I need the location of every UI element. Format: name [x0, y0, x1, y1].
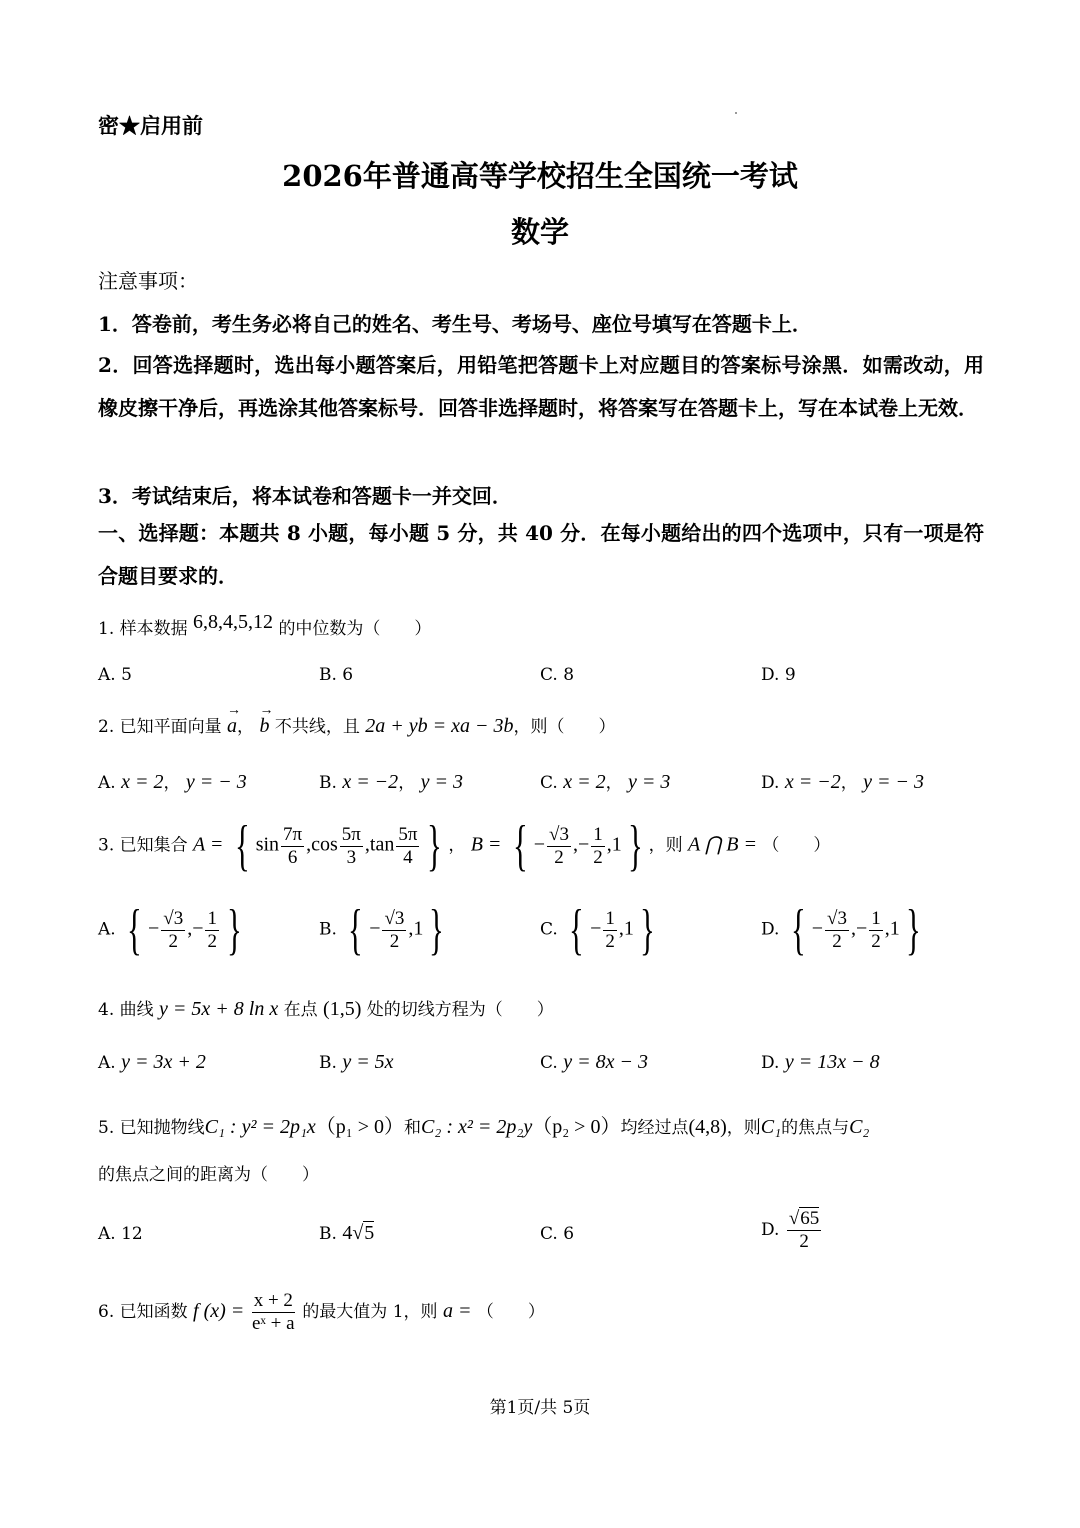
q3-tan-frac — [396, 824, 419, 869]
q2-b-x: x = −2 — [342, 771, 399, 793]
q5-point: (4,8) — [688, 1116, 727, 1138]
q2-mid: 不共线，且 — [274, 717, 360, 737]
q3-sin-den: 6 — [287, 846, 298, 868]
q3-c-label: C. — [540, 919, 558, 940]
q3-cos: ,cos — [306, 833, 338, 856]
q5-prefix: 5. 已知抛物线 — [98, 1118, 205, 1138]
q2-b-label: B. — [319, 773, 337, 793]
q3-b-comma-minus: ,− — [572, 833, 590, 856]
q3-b-frac2 — [591, 824, 605, 869]
q3-tan-den: 4 — [403, 846, 413, 868]
q1-prefix: 1. 样本数据 — [98, 619, 188, 639]
q1-option-c: C. 8 — [540, 665, 575, 685]
question-5 — [98, 1110, 869, 1139]
q2-d-x: x = −2 — [784, 771, 841, 793]
q4-mid: 在点 — [283, 1000, 318, 1020]
q3-prefix: 3. 已知集合 — [98, 835, 188, 856]
q5-d-denominator: 2 — [799, 1230, 809, 1252]
q5-c1-cond: （p₁ > 0） — [315, 1116, 405, 1138]
q2-equation: 2a + yb = xa − 3b — [365, 715, 514, 737]
q3-od-one: 1 — [871, 907, 881, 929]
q2-b-comma: ， — [398, 773, 416, 793]
q2-c-comma: ， — [605, 773, 623, 793]
q2-d-label: D. — [761, 773, 780, 793]
q3-b-one: 1 — [593, 823, 603, 845]
q3-cos-den: 3 — [346, 846, 357, 868]
q4-option-c — [540, 1051, 648, 1074]
q5-focus-with: 的焦点与 — [781, 1118, 850, 1138]
left-brace: { — [569, 899, 585, 961]
q3-oc-frac — [603, 908, 617, 953]
q2-sep: ， — [237, 717, 255, 737]
note-item-2: 2．回答选择题时，选出每小题答案后，用铅笔把答题卡上对应题目的答案标号涂黑．如需改动，用橡皮擦干净后，再选涂其他答案标号．回答非选择题时，将答案写在答题卡上，写在本试卷上无效． — [98, 353, 984, 420]
q3-a-two: 2 — [168, 930, 178, 952]
q4-option-b — [319, 1051, 394, 1074]
q5-option-d — [761, 1208, 823, 1253]
q3-od-two2: 2 — [871, 930, 881, 952]
q4-a-eq: y = 3x + 2 — [121, 1051, 206, 1073]
q6-mid: 的最大值为 1，则 — [302, 1301, 438, 1322]
q3-sin: sin — [255, 833, 280, 856]
q2-c-label: C. — [540, 773, 558, 793]
question-2 — [98, 703, 616, 738]
q5-c2: C₂ : x² = 2p₂y — [421, 1116, 533, 1138]
question-1 — [98, 611, 432, 640]
q5-d-frac — [787, 1208, 821, 1253]
q2-c-x: x = 2 — [563, 771, 606, 793]
q5-then: ，则 — [726, 1118, 761, 1138]
q2-option-c — [540, 768, 670, 794]
q3-ob-comma-one: ,1 — [408, 917, 424, 940]
scan-speck — [735, 112, 737, 114]
q3-b-frac1 — [547, 824, 571, 869]
q1-option-d: D. 9 — [761, 665, 796, 685]
q3-a-frac2 — [205, 908, 219, 953]
left-brace: { — [234, 815, 250, 877]
q2-a-y: y = − 3 — [185, 771, 247, 793]
question-3 — [98, 815, 831, 877]
q2-prefix: 2. 已知平面向量 — [98, 717, 222, 737]
q3-a-minus: − — [147, 917, 160, 940]
q3-cos-num: 5π — [341, 823, 361, 845]
q3-od-comma-one: ,1 — [884, 917, 900, 940]
right-brace: } — [427, 815, 443, 877]
q3-option-c — [540, 899, 661, 961]
q6-suffix: （ ） — [476, 1301, 545, 1322]
section-heading: 一、选择题：本题共 8 小题，每小题 5 分，共 40 分．在每小题给出的四个选项中，只有一项是符合题目要求的． — [98, 521, 984, 588]
q3-b-two2: 2 — [593, 846, 603, 868]
exam-title: 2026年普通高等学校招生全国统一考试 — [282, 159, 798, 193]
q5-d-radicand: 65 — [800, 1208, 820, 1229]
q3-sin-frac — [281, 824, 304, 869]
q3-suffix: （ ） — [762, 835, 831, 856]
question-6 — [98, 1290, 545, 1335]
q3-ob-minus: − — [369, 917, 381, 940]
q5-d-numerator: √65 — [788, 1208, 820, 1229]
q3-option-a — [98, 899, 248, 961]
q3-b-sqrt3: √3 — [549, 823, 569, 845]
q5-c2-cond: （p₂ > 0） — [532, 1116, 621, 1138]
q5-and: 和 — [404, 1118, 422, 1138]
q2-a-x: x = 2 — [121, 771, 164, 793]
q4-b-label: B. — [319, 1053, 337, 1073]
q3-cos-frac — [340, 824, 363, 869]
q1-data: 6,8,4,5,12 — [193, 611, 274, 633]
q3-a-one: 1 — [207, 907, 217, 929]
q6-denominator: eˣ + a — [252, 1312, 295, 1334]
q5-b-label: B. — [319, 1224, 337, 1244]
q2-option-a — [98, 768, 247, 794]
confidential-mark: 密★启用前 — [98, 113, 203, 138]
q1-suffix: 的中位数为（ ） — [278, 619, 432, 639]
q6-numerator: x + 2 — [253, 1290, 293, 1311]
right-brace: } — [905, 899, 921, 961]
q2-d-comma: ， — [840, 773, 858, 793]
q4-d-label: D. — [761, 1053, 780, 1073]
q3-set-a-name: A = — [193, 833, 224, 856]
q3-b-minus: − — [533, 833, 546, 856]
q4-c-eq: y = 8x − 3 — [563, 1051, 648, 1073]
q3-od-two: 2 — [832, 930, 842, 952]
q5-c1-short: C₁ — [760, 1116, 782, 1138]
q3-ob-sqrt3: √3 — [384, 907, 405, 929]
vector-b: b → — [259, 703, 274, 737]
q5-b-coef: 4 — [342, 1222, 353, 1244]
q3-b-two: 2 — [554, 846, 564, 868]
q3-tan: ,tan — [364, 833, 395, 856]
exam-subject: 数学 — [510, 215, 569, 249]
q3-oc-comma-one: ,1 — [618, 917, 634, 940]
q6-prefix: 6. 已知函数 — [98, 1301, 188, 1322]
q3-a-frac1 — [161, 908, 185, 953]
q3-b-label: B. — [319, 919, 337, 940]
q5-line2: 的焦点之间的距离为（ ） — [98, 1165, 319, 1185]
note-item-1: 1．答卷前，考生务必将自己的姓名、考生号、考场号、座位号填写在答题卡上． — [98, 312, 812, 336]
q5-option-c: C. 6 — [540, 1224, 575, 1244]
q4-point: (1,5) — [323, 998, 362, 1020]
note-item-3: 3．考试结束后，将本试卷和答题卡一并交回． — [98, 484, 512, 508]
q3-a-two2: 2 — [207, 930, 217, 952]
sqrt-sign: √ — [352, 1222, 364, 1244]
q3-a-sqrt3: √3 — [163, 907, 184, 929]
q5-option-a: A. 12 — [98, 1224, 143, 1244]
q4-curve: y = 5x + 8 ln x — [159, 998, 279, 1020]
q3-a-comma-minus: ,− — [187, 917, 204, 940]
right-brace: } — [227, 899, 242, 961]
page-number: 第1页/共 5页 — [489, 1398, 591, 1418]
q3-option-d — [761, 899, 927, 961]
left-brace: { — [127, 899, 142, 961]
q4-c-label: C. — [540, 1053, 558, 1073]
q3-ob-frac — [382, 908, 406, 953]
q5-c2-short: C₂ — [849, 1116, 870, 1138]
q6-frac — [252, 1290, 295, 1335]
q5-d-label: D. — [761, 1219, 780, 1240]
q6-a-eq: a = — [442, 1299, 472, 1322]
q2-d-y: y = − 3 — [863, 771, 924, 793]
q5-b-radicand: 5 — [364, 1222, 375, 1244]
q3-oc-two: 2 — [605, 930, 615, 952]
left-brace: { — [348, 899, 364, 961]
q5-option-b — [319, 1222, 374, 1245]
q2-a-comma: ， — [163, 773, 181, 793]
notes-heading: 注意事项： — [98, 269, 198, 293]
q2-option-d — [761, 768, 924, 794]
q3-a-label: A. — [98, 919, 116, 940]
q4-b-eq: y = 5x — [342, 1051, 394, 1073]
q2-suffix: ，则（ ） — [513, 717, 616, 737]
q3-od-frac1 — [825, 908, 849, 953]
q3-intersection: A ⋂ B = — [688, 833, 758, 856]
q3-d-label: D. — [761, 919, 780, 940]
q2-option-b — [319, 768, 463, 794]
q4-option-a — [98, 1051, 206, 1074]
right-brace: } — [627, 815, 643, 877]
q3-ob-two: 2 — [389, 930, 400, 952]
q2-a-label: A. — [98, 773, 116, 793]
q3-od-sqrt3: √3 — [827, 907, 847, 929]
q3-sep: ， — [448, 835, 466, 856]
q6-fx: f (x) = — [193, 1299, 245, 1322]
q3-od-comma-minus: ,− — [850, 917, 868, 940]
q4-d-eq: y = 13x − 8 — [784, 1051, 880, 1073]
right-brace: } — [639, 899, 655, 961]
q1-option-a: A. 5 — [98, 665, 132, 685]
left-brace: { — [512, 815, 528, 877]
q3-option-b — [319, 899, 450, 961]
left-brace: { — [790, 899, 806, 961]
q3-od-minus: − — [811, 917, 824, 940]
vector-a: a → — [227, 703, 242, 737]
q3-set-b-name: B = — [470, 833, 502, 856]
right-brace: } — [429, 899, 445, 961]
q3-sin-num: 7π — [283, 823, 303, 845]
q4-suffix: 处的切线方程为（ ） — [366, 1000, 554, 1020]
q3-od-frac2 — [869, 908, 883, 953]
q2-c-y: y = 3 — [628, 771, 671, 793]
q4-option-d — [761, 1051, 880, 1074]
q3-oc-minus: − — [590, 917, 602, 940]
q4-a-label: A. — [98, 1053, 116, 1073]
q3-tan-num: 5π — [398, 823, 418, 845]
q5-c1: C₁ : y² = 2p₁x — [204, 1116, 316, 1138]
q3-then: ，则 — [648, 835, 683, 856]
q2-b-y: y = 3 — [420, 771, 463, 793]
question-4 — [98, 995, 554, 1021]
q4-prefix: 4. 曲线 — [98, 1000, 154, 1020]
q1-option-b: B. 6 — [319, 665, 354, 685]
q3-oc-one: 1 — [605, 907, 615, 929]
q5-pass: 均经过点 — [620, 1118, 689, 1138]
q3-b-comma-one: ,1 — [606, 833, 622, 856]
